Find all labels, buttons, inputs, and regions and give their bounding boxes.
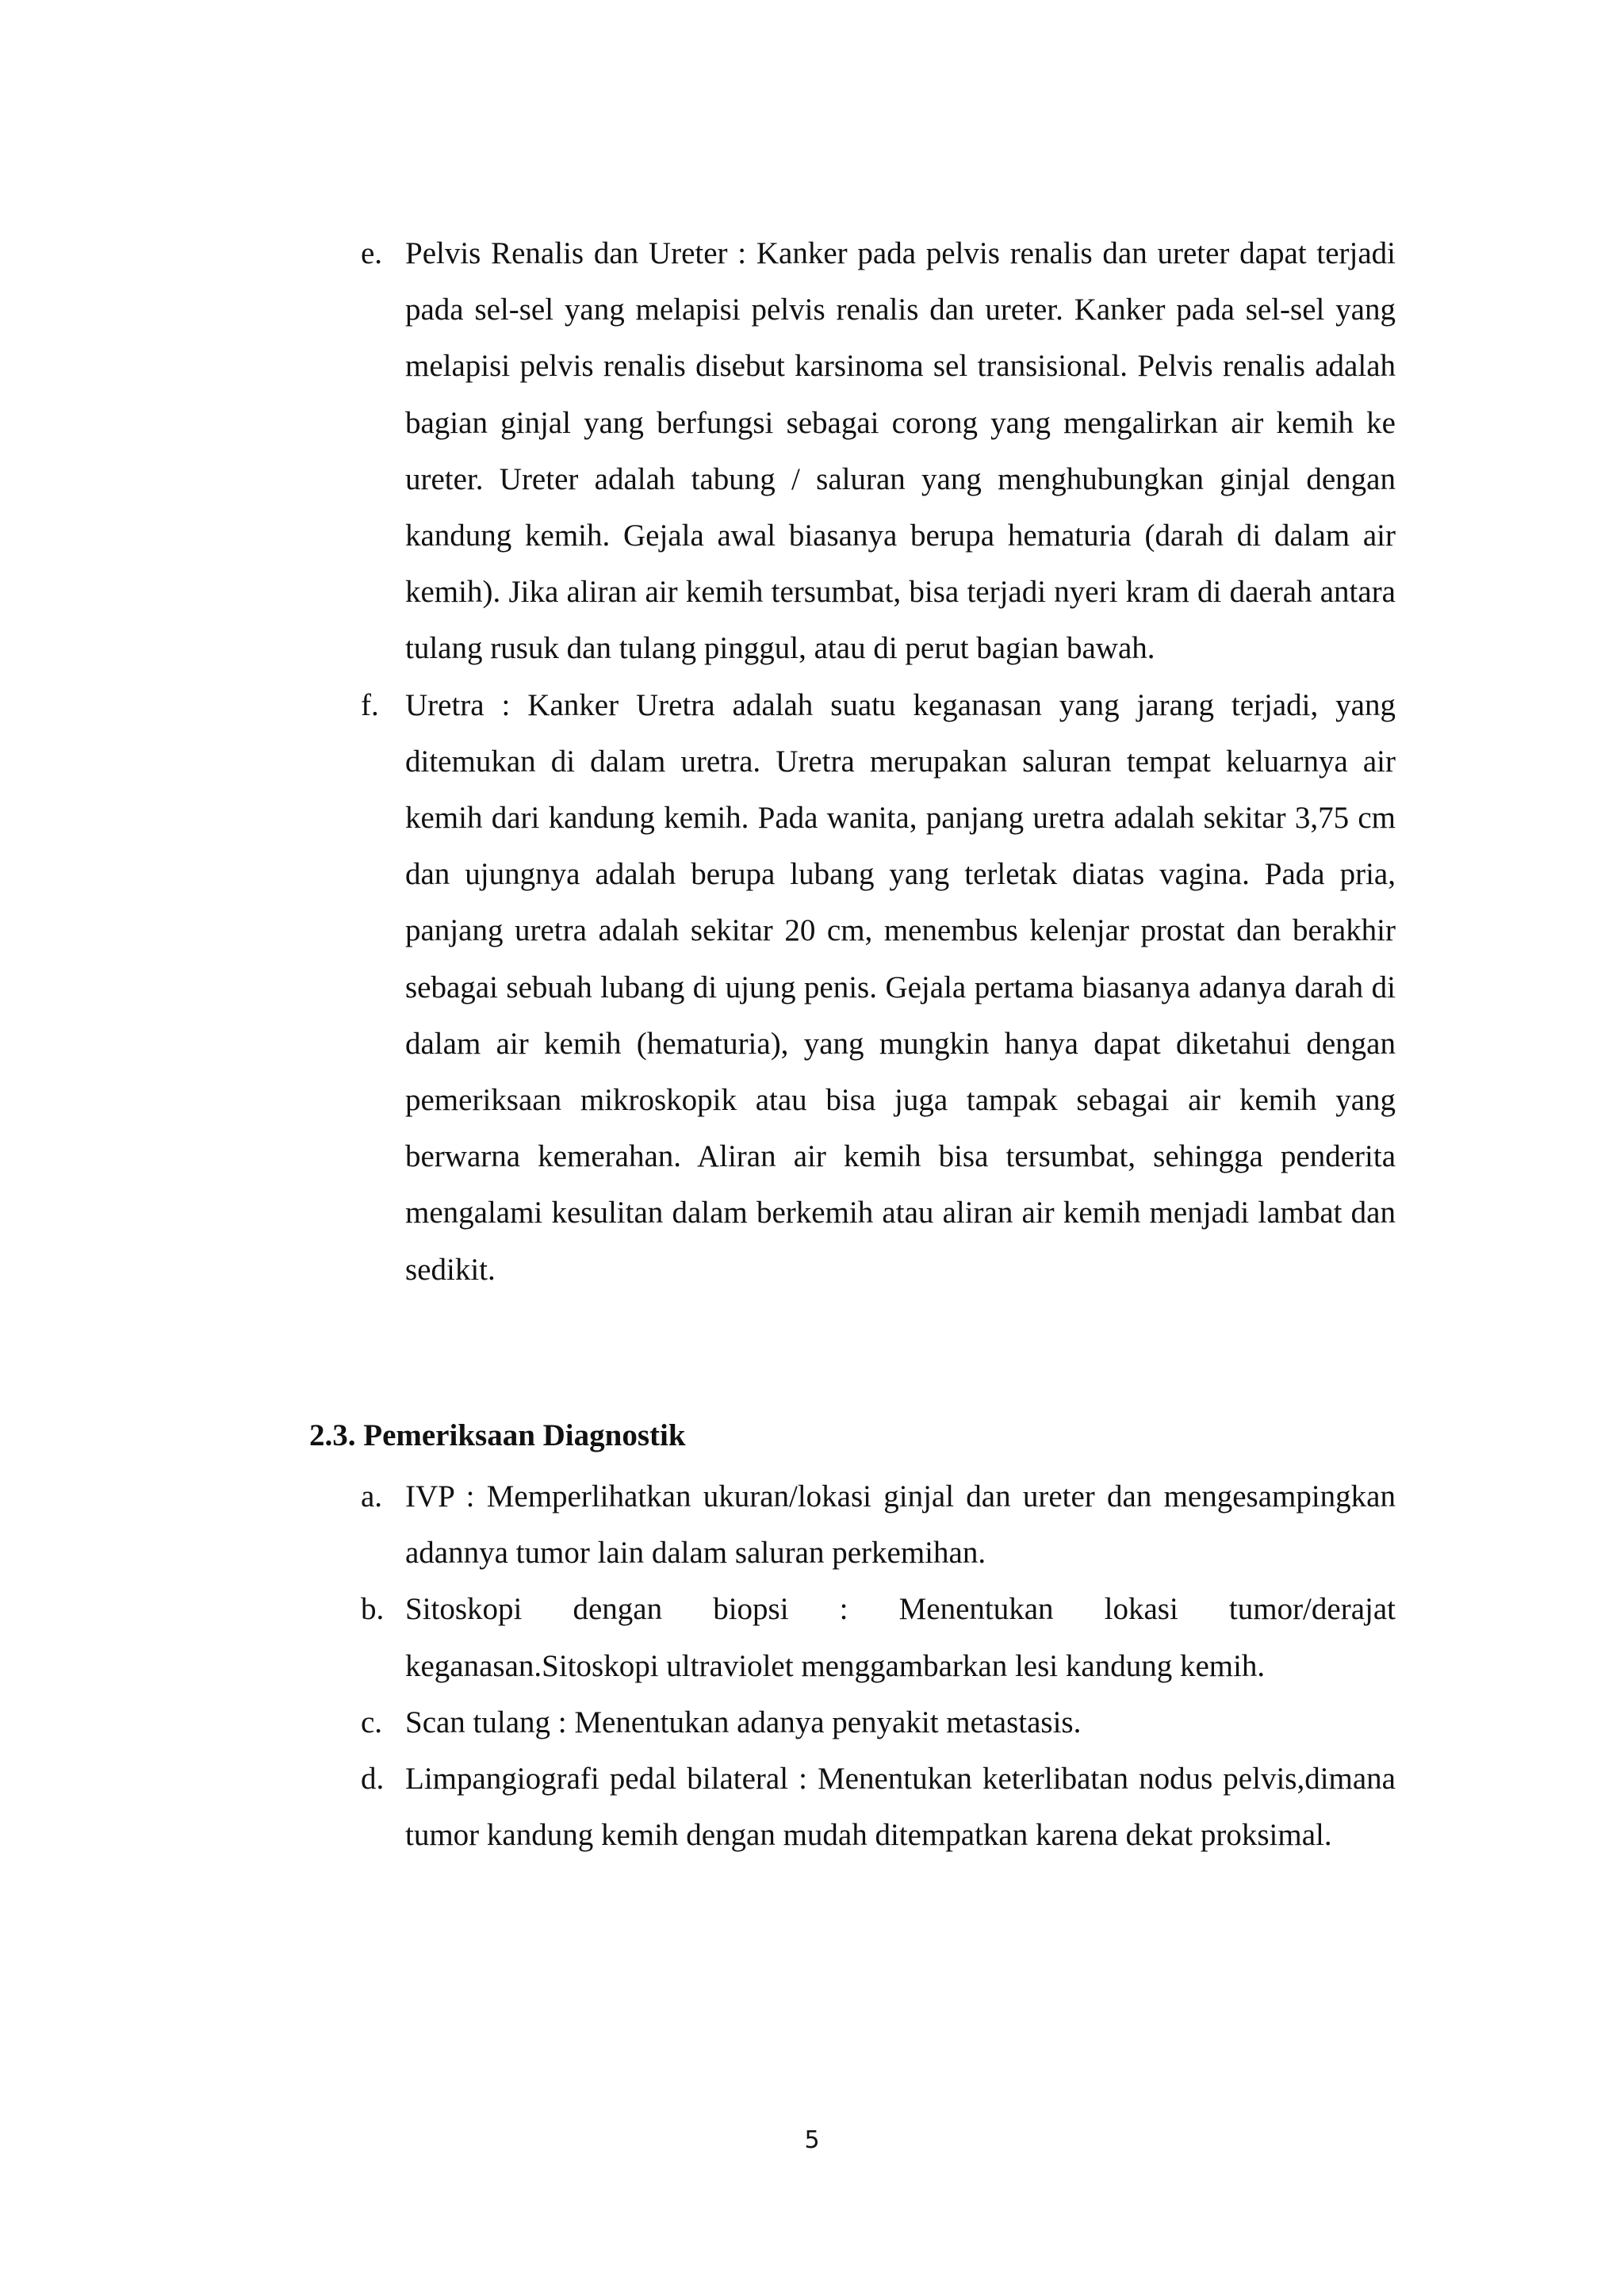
- list-item-f: [361, 677, 1396, 1298]
- list-marker: d.: [361, 1762, 385, 1797]
- list-marker: b.: [361, 1592, 385, 1627]
- list-item-text: Sitoskopi dengan biopsi : Menentukan lokasi tumor/derajat keganasan.Sitoskopi ultraviolet menggambarkan lesi kandung kemih.: [405, 1592, 1396, 1683]
- list-item-d: [361, 1751, 1396, 1863]
- list-marker: a.: [361, 1479, 383, 1513]
- organ-list: [361, 225, 1396, 1298]
- list-item-text: Uretra : Kanker Uretra adalah suatu keganasan yang jarang terjadi, yang ditemukan di dalam uretra. Uretra merupakan saluran tempat keluarnya air kemih dari kandung kemih. Pada wanita, panjang uretra adalah sekitar 3,75 cm dan ujungnya adalah berupa lubang yang terletak diatas vagina. Pada pria, panjang uretra adalah sekitar 20 cm, menembus kelenjar prostat dan berakhir sebagai sebuah lubang di ujung penis. Gejala pertama biasanya adanya darah di dalam air kemih (hematuria), yang mungkin hanya dapat diketahui dengan pemeriksaan mikroskopik atau bisa juga tampak sebagai air kemih yang berwarna kemerahan. Aliran air kemih bisa tersumbat, sehingga penderita mengalami kesulitan dalam berkemih atau aliran air kemih menjadi lambat dan sedikit.: [405, 687, 1396, 1287]
- list-item-text: Pelvis Renalis dan Ureter : Kanker pada pelvis renalis dan ureter dapat terjadi pada sel-sel yang melapisi pelvis renalis dan ureter. Kanker pada sel-sel yang melapisi pelvis renalis disebut karsinoma sel transisional. Pelvis renalis adalah bagian ginjal yang berfungsi sebagai corong yang mengalirkan air kemih ke ureter. Ureter adalah tabung / saluran yang menghubungkan ginjal dengan kandung kemih. Gejala awal biasanya berupa hematuria (darah di dalam air kemih). Jika aliran air kemih tersumbat, bisa terjadi nyeri kram di daerah antara tulang rusuk dan tulang pinggul, atau di perut bagian bawah.: [405, 236, 1396, 666]
- list-marker: e.: [361, 236, 383, 270]
- list-item-text: Limpangiografi pedal bilateral : Menentukan keterlibatan nodus pelvis,dimana tumor kandung kemih dengan mudah ditempatkan karena dekat proksimal.: [405, 1762, 1396, 1853]
- section-heading: 2.3. Pemeriksaan Diagnostik: [309, 1418, 686, 1452]
- list-item-c: [361, 1694, 1396, 1751]
- list-item-text: IVP : Memperlihatkan ukuran/lokasi ginjal dan ureter dan mengesampingkan adannya tumor lain dalam saluran perkemihan.: [405, 1479, 1396, 1571]
- list-item-text: Scan tulang : Menentukan adanya penyakit metastasis.: [405, 1705, 1082, 1739]
- diagnostic-list: [361, 1468, 1396, 1863]
- page-number: 5: [804, 2126, 820, 2154]
- list-item-e: [361, 225, 1396, 677]
- list-marker: f.: [361, 687, 379, 722]
- list-item-b: [361, 1581, 1396, 1693]
- list-marker: c.: [361, 1705, 383, 1739]
- list-item-a: [361, 1468, 1396, 1581]
